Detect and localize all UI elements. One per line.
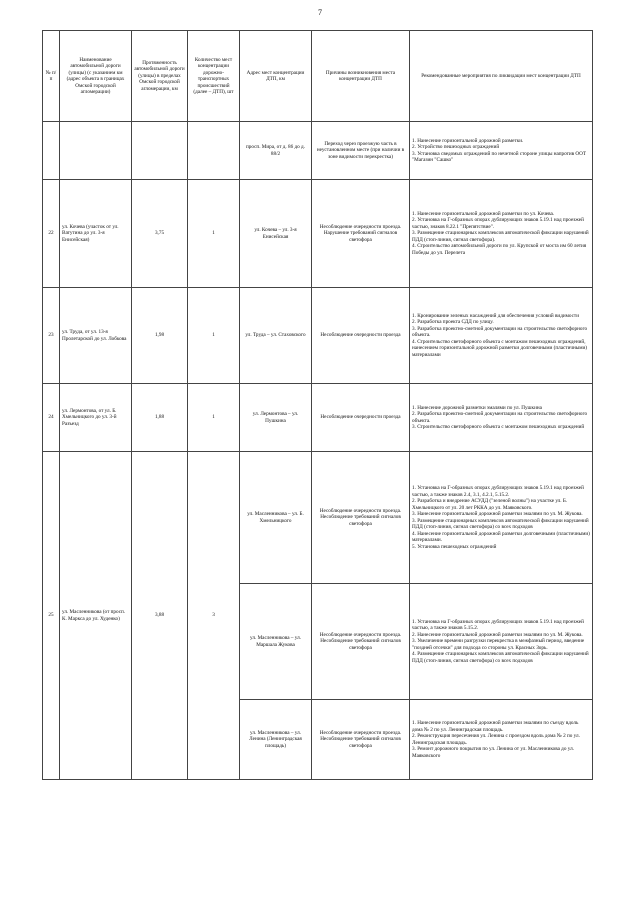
measure-item: 5. Установка пешеходных ограждений bbox=[412, 543, 497, 550]
cell-count: 1 bbox=[188, 384, 240, 452]
cell-num: 25 bbox=[43, 452, 60, 780]
cell-cause: Несоблюдение очередности проезда. Несоблюдение требований сигналов светофора bbox=[312, 584, 410, 700]
cell-count: 1 bbox=[188, 288, 240, 384]
measure-item: 1. Установка на Г-образных опорах дублирующих знаков 5.19.1 над проезжей частью, а также знаков 2.4, 3.1, 4.2.1, 5.15.2. bbox=[412, 485, 584, 498]
table-header-row bbox=[43, 31, 593, 122]
cell-cause: Несоблюдение очередности проезда. Несоблюдение требований сигналов светофора bbox=[312, 700, 410, 780]
cell-length: 3,75 bbox=[132, 180, 188, 288]
header-count: Количество мест концентрации дорожно-транспортных происшествий (далее – ДТП), шт bbox=[188, 31, 240, 122]
measure-item: 4. Строительство светофорного объекта с монтажом пешеходных ограждений, нанесением горизонтальной дорожной разметки долговечными (пластичными) материалами bbox=[412, 338, 588, 358]
header-causes: Причины возникновения места концентрации ДТП bbox=[312, 31, 410, 122]
cell-length bbox=[132, 122, 188, 180]
table-row bbox=[43, 384, 593, 452]
cell-num: 24 bbox=[43, 384, 60, 452]
measure-item: 1. Нанесение горизонтальной дорожной разметки эмалями по съезду вдоль дома № 2 по ул. Ленинградская площадь. bbox=[412, 720, 579, 733]
cell-count bbox=[188, 122, 240, 180]
cell-measures bbox=[410, 180, 593, 288]
cell-num: 22 bbox=[43, 180, 60, 288]
cell-measures bbox=[410, 584, 593, 700]
measure-item: 2. Разработка проектно-сметной документации на строительство светофорного объекта. bbox=[412, 411, 588, 424]
cell-measures bbox=[410, 700, 593, 780]
cell-cause: Несоблюдение очередности проезда. Несоблюдение требований сигналов светофора bbox=[312, 452, 410, 584]
measure-item: 1. Нанесение горизонтальной дорожной разметки по ул. Кочева. bbox=[412, 210, 555, 217]
measure-item: 2. Реконструкция пересечения ул. Ленина с проездом вдоль дома № 2 по ул. Ленинградская площадь. bbox=[412, 733, 580, 746]
measure-item: 1. Установка на Г-образных опорах дублирующих знаков 5.19.1 над проезжей частью, а также знаков 5.15.2. bbox=[412, 618, 584, 632]
measure-item: 4. Размещение стационарных комплексов автоматической фиксации нарушений ПДД (стоп-линия, сигнал светофора) со всех подходов bbox=[412, 651, 589, 664]
cell-length: 3,88 bbox=[132, 452, 188, 780]
cell-road-name: ул. Труда, от ул. 13-я Пролетарской до ул. Лобкова bbox=[60, 288, 132, 384]
cell-length: 1,88 bbox=[132, 384, 188, 452]
cell-road-name: ул. Масленникова (от просп. К. Маркса до ул. Худенко) bbox=[60, 452, 132, 780]
measure-item: 3. Разработка проектно-сметной документации на строительство светофорного объекта. bbox=[412, 325, 588, 339]
header-length: Протяженность автомобильной дороги (улицы) в пределах Омской городской агломерации, км bbox=[132, 31, 188, 122]
measure-item: 2. Нанесение горизонтальной дорожной разметки эмалями по ул. М. Жукова. bbox=[412, 631, 583, 638]
cell-num bbox=[43, 122, 60, 180]
measure-item: 3. Нанесение горизонтальной дорожной разметки эмалями по ул. М. Жукова. bbox=[412, 511, 583, 517]
measure-item: 3. Увеличение времени разгрузки перекрестка в межфазный период, введение "поздней отсечки" для подхода со стороны ул. Красных Зорь. bbox=[412, 638, 585, 651]
cell-cause: Переход через проезжую часть в неустановленном месте (при наличии в зоне видимости перекрестка) bbox=[312, 122, 410, 180]
header-num: № п/п bbox=[43, 31, 60, 122]
measure-item: 3. Ремонт дорожного покрытия по ул. Ленина от ул. Масленникова до ул. Маяковского bbox=[412, 746, 574, 759]
table-row bbox=[43, 452, 593, 584]
cell-measures bbox=[410, 452, 593, 584]
cell-address: ул. Масленникова – ул. Маршала Жукова bbox=[240, 584, 312, 700]
cell-count: 3 bbox=[188, 452, 240, 780]
cell-measures bbox=[410, 384, 593, 452]
header-road-name: Наименование автомобильной дороги (улицы) (с указанием км (адрес объекта в границах Омской городской агломерации) bbox=[60, 31, 132, 122]
cell-count: 1 bbox=[188, 180, 240, 288]
measure-item: 4. Нанесение горизонтальной дорожной разметки долговечными (пластичными) материалами. bbox=[412, 530, 590, 543]
cell-address: ул. Масленникова – ул. Б. Хмельницкого bbox=[240, 452, 312, 584]
cell-address: ул. Труда – ул. Стаховского bbox=[240, 288, 312, 384]
cell-measures bbox=[410, 288, 593, 384]
measure-item: 1. Нанесение дорожной разметки эмалями по ул. Пушкина bbox=[412, 404, 542, 411]
cell-address: ул. Масленникова – ул. Ленина (Ленинградская площадь) bbox=[240, 700, 312, 780]
header-measures: Рекомендованные мероприятия по ликвидации мест концентрации ДТП bbox=[410, 31, 593, 122]
cell-cause: Несоблюдение очередности проезда. Нарушение требований сигналов светофора bbox=[312, 180, 410, 288]
dtp-table bbox=[42, 30, 593, 780]
measure-item: 3. Установка сведомых ограждений по нечетной стороне улицы напротив ООТ "Магазин "Сашко" bbox=[412, 150, 587, 163]
cell-address: ул. Кочева – ул. 3-я Енисейская bbox=[240, 180, 312, 288]
cell-road-name: ул. Кочева (участок от ул. Ватутина до ул. 3-я Енисейская) bbox=[60, 180, 132, 288]
cell-measures bbox=[410, 122, 593, 180]
page-number: 7 bbox=[318, 8, 322, 17]
measure-item: 2. Устройство пешеходных ограждений bbox=[412, 144, 500, 150]
cell-road-name bbox=[60, 122, 132, 180]
measure-item: 3. Размещение стационарных комплексов автоматической фиксации нарушений ПДД (стоп-линия, сигнал светофора) со всех подходов bbox=[412, 517, 589, 530]
cell-cause: Несоблюдение очередности проезда bbox=[312, 288, 410, 384]
cell-length: 1,98 bbox=[132, 288, 188, 384]
measure-item: 2. Установка на Г-образных опорах дублирующих знаков 5.19.1 над проезжей частью, знаков 8.22.1 "Препятствие". bbox=[412, 217, 584, 230]
measure-item: 3. Размещение стационарных комплексов автоматической фиксации нарушений ПДД (стоп-линия, сигнал светофора). bbox=[412, 230, 589, 243]
cell-address: ул. Лермонтова – ул. Пушкина bbox=[240, 384, 312, 452]
measure-item: 4. Строительство автомобильной дороги по ул. Крупской от моста им 60 летия Победы до ул. Перелета bbox=[412, 243, 587, 256]
measure-item: 1. Нанесение горизонтальной дорожной разметки. bbox=[412, 137, 524, 144]
cell-address: просп. Мира, от д. 86 до д. 88/2 bbox=[240, 122, 312, 180]
table-row bbox=[43, 122, 593, 180]
header-address: Адрес мест концентрации ДТП, км bbox=[240, 31, 312, 122]
measure-item: 1. Кронирование зеленых насаждений для обеспечения условий видимости bbox=[412, 312, 579, 319]
table-row bbox=[43, 180, 593, 288]
measure-item: 2. Разработка и внедрение АСУДД ("зеленой волны") на участке ул. Б. Хмельницкого от ул. 20 лет РККА до ул. Маяковского. bbox=[412, 498, 568, 511]
cell-road-name: ул. Лермонтова, от ул. Б. Хмельницкого до ул. 3-й Разъезд bbox=[60, 384, 132, 452]
measure-item: 3. Строительство светофорного объекта с монтажом пешеходных ограждений bbox=[412, 424, 585, 430]
table-row bbox=[43, 288, 593, 384]
cell-cause: Несоблюдение очередности проезда bbox=[312, 384, 410, 452]
cell-num: 23 bbox=[43, 288, 60, 384]
measure-item: 2. Разработка проекта СДД по улицу. bbox=[412, 319, 494, 326]
